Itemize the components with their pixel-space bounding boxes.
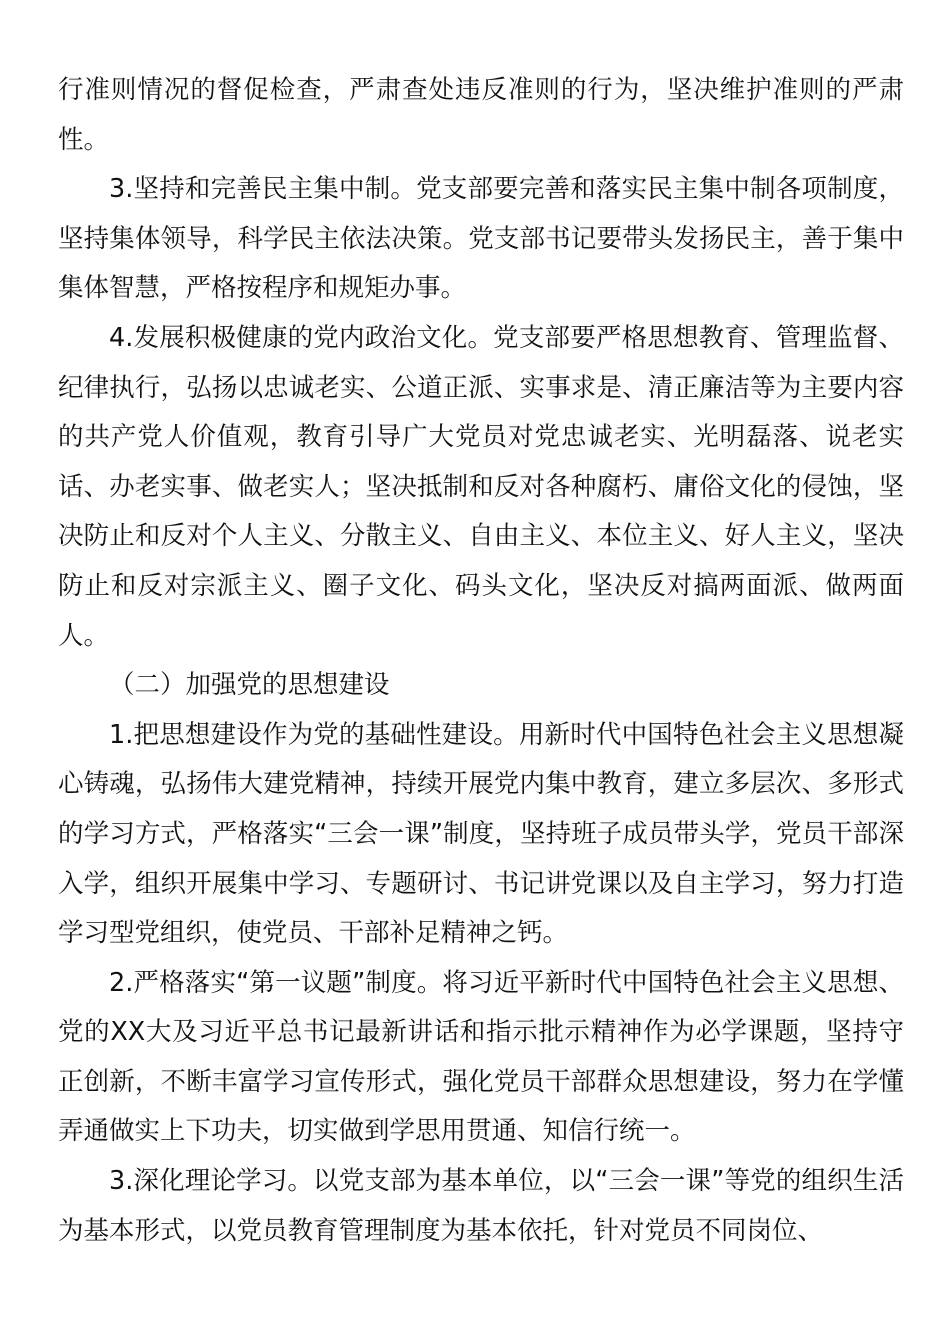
- paragraph-continuation: 行准则情况的督促检查，严肃查处违反准则的行为，坚决维护准则的严肃性。: [58, 75, 904, 155]
- paragraph-first-agenda-item: 2.严格落实“第一议题”制度。将习近平新时代中国特色社会主义思想、党的XX大及习近平总书记最新讲话和指示批示精神作为必学课题，坚持守正创新，不断丰富学习宣传形式，强化党员干部群众思想建设，努力在学懂弄通做实上下功夫，切实做到学思用贯通、知信行统一。: [58, 967, 904, 1147]
- paragraph-political-culture: 4.发展积极健康的党内政治文化。党支部要严格思想教育、管理监督、纪律执行，弘扬以忠诚老实、公道正派、实事求是、清正廉洁等为主要内容的共产党人价值观，教育引导广大党员对党忠诚老实、光明磊落、说老实话、办老实事、做老实人；坚决抵制和反对各种腐朽、庸俗文化的侵蚀，坚决防止和反对个人主义、分散主义、自由主义、本位主义、好人主义，坚决防止和反对宗派主义、圈子文化、码头文化，坚决反对搞两面派、做两面人。: [58, 322, 904, 651]
- paragraph-ideological-foundation: 1.把思想建设作为党的基础性建设。用新时代中国特色社会主义思想凝心铸魂，弘扬伟大建党精神，持续开展党内集中教育，建立多层次、多形式的学习方式，严格落实“三会一课”制度，坚持班子成员带头学，党员干部深入学，组织开展集中学习、专题研讨、书记讲党课以及自主学习，努力打造学习型党组织，使党员、干部补足精神之钙。: [58, 719, 904, 949]
- paragraph-theoretical-study: 3.深化理论学习。以党支部为基本单位，以“三会一课”等党的组织生活为基本形式，以党员教育管理制度为基本依托，针对党员不同岗位、: [58, 1166, 904, 1246]
- document-page: [58, 66, 904, 1256]
- paragraph-democratic-centralism: 3.坚持和完善民主集中制。党支部要完善和落实民主集中制各项制度，坚持集体领导，科学民主依法决策。党支部书记要带头发扬民主，善于集中集体智慧，严格按程序和规矩办事。: [58, 174, 904, 304]
- section-heading-ideological-building: （二）加强党的思想建设: [109, 670, 390, 701]
